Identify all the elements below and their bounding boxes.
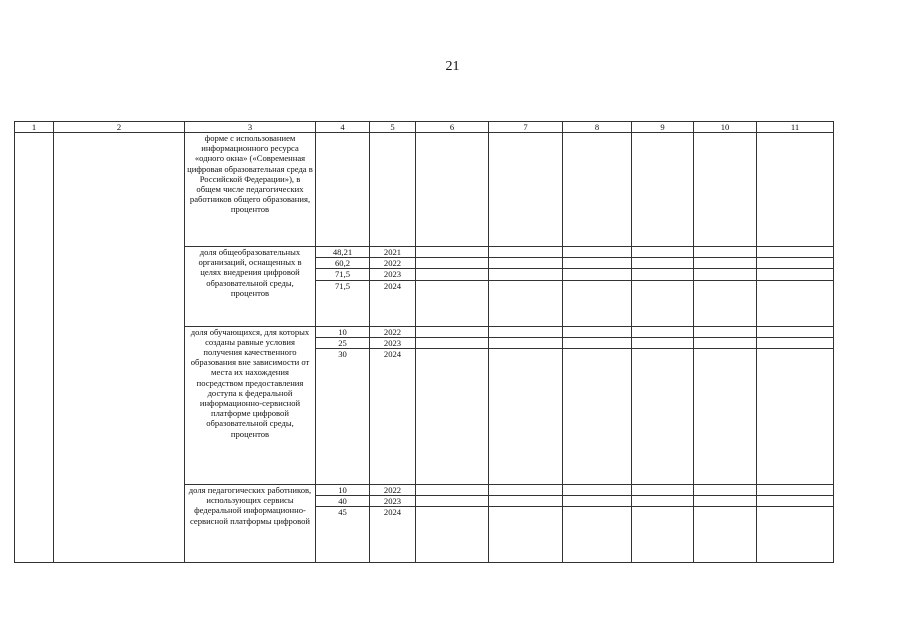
empty-cell: [694, 280, 757, 326]
year-cell: 2024: [370, 349, 416, 485]
empty-cell: [694, 133, 757, 247]
empty-cell: [632, 507, 694, 563]
empty-cell: [694, 247, 757, 258]
header-cell: 11: [757, 122, 834, 133]
value-cell: 10: [316, 485, 370, 496]
empty-cell: [489, 507, 563, 563]
empty-cell: [757, 507, 834, 563]
empty-cell: [563, 507, 632, 563]
value-cell: [316, 133, 370, 247]
indicator-name: доля педагогических работников, использующих сервисы федеральной информационно-сервисной платформы цифровой: [188, 485, 312, 526]
year-cell: 2023: [370, 269, 416, 280]
indicator-name: доля обучающихся, для которых созданы равные условия получения качественного образования вне зависимости от места их нахождения посредством предоставления доступа к федеральной информационно-сервисной платформе цифровой образовательной среды, процентов: [190, 326, 310, 439]
empty-cell: [416, 258, 489, 269]
header-cell: 10: [694, 122, 757, 133]
table-row: [15, 133, 834, 247]
value-cell: 71,5: [316, 269, 370, 280]
year-cell: [370, 133, 416, 247]
value-cell: 25: [316, 337, 370, 348]
header-cell: 6: [416, 122, 489, 133]
value-cell: 10: [316, 326, 370, 337]
empty-cell: [563, 280, 632, 326]
header-cell: 3: [185, 122, 316, 133]
year-cell: 2022: [370, 326, 416, 337]
empty-cell: [694, 349, 757, 485]
value-cell: 48,21: [316, 247, 370, 258]
year-cell: 2022: [370, 485, 416, 496]
empty-cell: [694, 269, 757, 280]
col1-cell: [15, 133, 54, 563]
empty-cell: [563, 349, 632, 485]
empty-cell: [563, 337, 632, 348]
empty-cell: [489, 337, 563, 348]
empty-cell: [563, 496, 632, 507]
empty-cell: [694, 258, 757, 269]
header-cell: 8: [563, 122, 632, 133]
value-cell: 40: [316, 496, 370, 507]
empty-cell: [489, 349, 563, 485]
empty-cell: [757, 337, 834, 348]
empty-cell: [757, 326, 834, 337]
empty-cell: [757, 258, 834, 269]
empty-cell: [632, 337, 694, 348]
empty-cell: [563, 326, 632, 337]
page-number: 21: [445, 59, 460, 74]
indicator-name-cell: [185, 247, 316, 327]
value-cell: 30: [316, 349, 370, 485]
header-cell: 1: [15, 122, 54, 133]
empty-cell: [416, 280, 489, 326]
indicator-name: доля общеобразовательных организаций, оснащенных в целях внедрения цифровой образовательной среды, процентов: [198, 247, 302, 298]
indicator-name: форме с использованием информационного ресурса «одного окна» («Современная цифровая образовательная среда в Российской Федерации»), в общем числе педагогических работников общего образования, процентов: [187, 133, 313, 215]
empty-cell: [694, 337, 757, 348]
header-cell: 4: [316, 122, 370, 133]
empty-cell: [416, 496, 489, 507]
empty-cell: [489, 496, 563, 507]
table-header-row: [15, 122, 834, 133]
empty-cell: [563, 485, 632, 496]
indicator-name-cell: [185, 133, 316, 247]
empty-cell: [416, 133, 489, 247]
empty-cell: [757, 496, 834, 507]
empty-cell: [416, 349, 489, 485]
empty-cell: [416, 507, 489, 563]
header-cell: 9: [632, 122, 694, 133]
header-cell: 2: [54, 122, 185, 133]
empty-cell: [694, 326, 757, 337]
empty-cell: [632, 258, 694, 269]
year-cell: 2024: [370, 280, 416, 326]
empty-cell: [489, 269, 563, 280]
empty-cell: [632, 485, 694, 496]
empty-cell: [563, 269, 632, 280]
empty-cell: [416, 326, 489, 337]
value-cell: 71,5: [316, 280, 370, 326]
year-cell: 2022: [370, 258, 416, 269]
empty-cell: [563, 258, 632, 269]
empty-cell: [694, 496, 757, 507]
empty-cell: [757, 349, 834, 485]
indicator-name-cell: [185, 326, 316, 484]
empty-cell: [757, 269, 834, 280]
col2-cell: [54, 133, 185, 563]
empty-cell: [489, 326, 563, 337]
empty-cell: [489, 258, 563, 269]
empty-cell: [694, 485, 757, 496]
empty-cell: [563, 133, 632, 247]
empty-cell: [632, 269, 694, 280]
empty-cell: [489, 485, 563, 496]
year-cell: 2024: [370, 507, 416, 563]
empty-cell: [416, 485, 489, 496]
year-cell: 2021: [370, 247, 416, 258]
empty-cell: [632, 326, 694, 337]
empty-cell: [632, 133, 694, 247]
empty-cell: [757, 280, 834, 326]
empty-cell: [757, 133, 834, 247]
empty-cell: [489, 247, 563, 258]
year-cell: 2023: [370, 337, 416, 348]
empty-cell: [694, 507, 757, 563]
year-cell: 2023: [370, 496, 416, 507]
empty-cell: [757, 485, 834, 496]
empty-cell: [632, 349, 694, 485]
value-cell: 45: [316, 507, 370, 563]
indicator-name-cell: [185, 485, 316, 563]
empty-cell: [757, 247, 834, 258]
empty-cell: [416, 337, 489, 348]
header-cell: 7: [489, 122, 563, 133]
empty-cell: [563, 247, 632, 258]
empty-cell: [632, 280, 694, 326]
empty-cell: [489, 133, 563, 247]
empty-cell: [416, 269, 489, 280]
empty-cell: [489, 280, 563, 326]
value-cell: 60,2: [316, 258, 370, 269]
header-cell: 5: [370, 122, 416, 133]
indicators-table: [14, 121, 834, 563]
empty-cell: [632, 247, 694, 258]
empty-cell: [416, 247, 489, 258]
empty-cell: [632, 496, 694, 507]
